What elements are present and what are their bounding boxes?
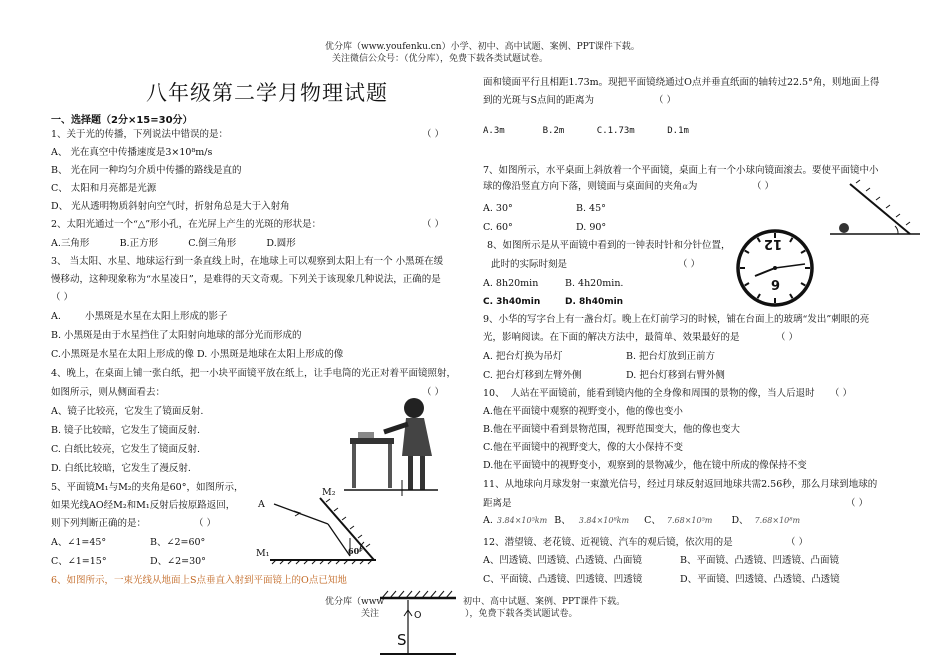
option: A、∠1=45° [51,537,107,548]
option: A. 30° [483,203,513,214]
clock-numeral-12: 12 [764,236,783,251]
option: D. 90° [576,222,607,233]
option: B、平面镜、凸透镜、凹透镜、凸面镜 [680,555,839,566]
mirror-s-o-figure [378,590,458,660]
question-9-cont: 光，影响阅读。在下面的解决方法中，最简单、效果最好的是 [483,332,740,343]
question-5-cont: 如果光线AO经M₂和M₁反射后按原路返回， [51,500,236,511]
answer-paren: （ ） [752,181,775,192]
option: C. 3h40min [483,297,541,307]
answer-paren: （ ） [830,388,853,399]
header-line-2: 关注微信公众号：（优分库），免费下载各类试题试卷。 [332,54,549,64]
option: D、平面镜、凹透镜、凸透镜、凸透镜 [680,574,840,585]
figure-label-angle: 60° [348,546,364,556]
answer-paren: （ ） [422,129,445,140]
option: A、 光在真空中传播速度是3×10⁸m/s [51,147,213,158]
footer-line-2-left: 关注 [361,609,380,619]
answer-paren: （ ） [51,292,74,303]
option: B. 小黑斑是由于水星挡住了太阳射向地球的部分光而形成的 [51,330,302,341]
option: B. 把台灯放到正前方 [626,351,716,362]
figure-label-m1: M₁ [256,548,270,559]
question-5: 5、平面镜M₁与M₂的夹角是60°，如图所示， [51,482,244,493]
option: C.他在平面镜中的视野变大，像的大小保持不变 [483,442,683,453]
question-6-cont: 到的光斑与S点间的距离为 [483,95,595,106]
figure-label-m2: M₂ [322,487,336,498]
answer-paren: （ ） [194,518,217,529]
answer-paren: （ ） [786,537,809,548]
option: C、 太阳和月亮都是光源 [51,183,157,194]
page-title: 八年级第二学月物理试题 [146,81,388,105]
clock-numeral-6: 6 [771,276,781,291]
figure-label-o: O [414,610,422,621]
option: D. 把台灯移到右臂外侧 [626,370,725,381]
question-6-cont: 面和镜面平行且相距1.73m。现把平面镜绕通过O点并垂直纸面的轴转过22.5°角，则地面上得 [483,77,880,88]
option: C. 白纸比较亮，它发生了镜面反射. [51,444,200,455]
question-11-cont: 距离是 [483,498,512,509]
question-4: 4、晚上，在桌面上铺一张白纸，把一小块平面镜平放在纸上，让手电筒的光正对着平面镜照射， [51,368,457,379]
option: B、 光在同一种均匀介质中传播的路线是直的 [51,165,242,176]
option: D. 白纸比较暗，它发生了漫反射. [51,463,191,474]
answer-paren: （ ） [678,259,701,270]
question-11: 11、从地球向月球发射一束激光信号，经过月球反射返回地球共需2.56秒，那么月球到地球的 [483,479,878,490]
footer-line-1-left: 优分库（www [325,597,385,607]
option: A. 把台灯换为吊灯 [483,351,563,362]
question-7-cont: 球的像沿竖直方向下落，则镜面与桌面间的夹角α为 [483,181,698,192]
option: B. 4h20min. [565,278,624,289]
options-row: A.三角形 B.正方形 C.倒三角形 D.圆形 [51,238,296,249]
inclined-mirror-figure [830,180,926,238]
question-9: 9、小华的写字台上有一盏台灯。晚上在灯前学习的时候，铺在台面上的玻璃“发出”刺眼的亮 [483,314,870,325]
answer-paren: （ ） [776,332,799,343]
option: C、∠1=15° [51,556,107,567]
option: D.他在平面镜中的视野变小，观察到的景物减少，他在镜中所成的像保持不变 [483,460,807,471]
question-8-cont: 此时的实际时刻是 [491,259,568,270]
option: B. 45° [576,203,606,214]
option: A、镜子比较亮，它发生了镜面反射. [51,406,204,417]
answer-paren: （ ） [654,95,677,106]
question-7: 7、如图所示，水平桌面上斜放着一个平面镜，桌面上有一个小球向镜面滚去。要使平面镜中小 [483,165,879,176]
options-row: A. 3.84×10⁵km B、 3.84×10⁸km C、 7.68×10⁵m D、 7.68×10⁸m [483,515,801,526]
footer-line-1-right: 初中、高中试题、案例、PPT课件下载。 [463,597,626,607]
question-8: 8、如图所示是从平面镜中看到的一钟表时针和分针位置， [487,240,731,251]
figure-label-s: S [397,631,407,649]
option: C. 60° [483,222,513,233]
question-10: 10、 人站在平面镜前，能看到镜内他的全身像和周围的景物的像，当人后退时 [483,388,815,399]
question-12: 12、潜望镜、老花镜、近视镜、汽车的观后镜，依次用的是 [483,537,733,548]
option: B.他在平面镜中看到景物范围，视野范围变大，他的像也变大 [483,424,741,435]
question-3-cont: 慢移动，这种现象称为“水星凌日”，是难得的天文奇观。下列关于该现象几种说法，正确的是 [51,274,441,285]
answer-paren: （ ） [422,387,445,398]
section-heading: 一、选择题（2分×15=30分） [51,115,193,126]
question-6: 6、如图所示，一束光线从地面上S点垂直入射到平面镜上的O点已知地 [51,575,347,586]
question-3: 3、 当太阳、水星、地球运行到一条直线上时，在地球上可以观察到太阳上有一个 小黑斑在缓 [51,256,444,267]
answer-paren: （ ） [846,498,869,509]
option: C. 把台灯移到左臂外侧 [483,370,582,381]
figure-label-a: A [258,499,265,510]
flashlight-figure [344,392,438,496]
option: A. 小黑斑是水星在太阳上形成的影子 [51,311,228,322]
option: C.小黑斑是水星在太阳上形成的像 D. 小黑斑是地球在太阳上形成的像 [51,349,344,360]
option: B. 镜子比较暗，它发生了镜面反射. [51,425,201,436]
answer-paren: （ ） [422,219,445,230]
header-line-1: 优分库（www.youfenku.cn）小学、初中、高中试题、案例、PPT课件下载。 [325,42,640,52]
question-4-cont: 如图所示，则从侧面看去： [51,387,166,398]
footer-line-2-right: ），免费下载各类试题试卷。 [465,609,578,619]
question-5-cont: 则下列判断正确的是： [51,518,147,529]
option: D、 光从透明物质斜射向空气时，折射角总是大于入射角 [51,201,290,212]
option: A. 8h20min [483,278,539,289]
option: D、∠2=30° [150,556,206,567]
option: A、凹透镜、凹透镜、凸透镜、凸面镜 [483,555,642,566]
option: D. 8h40min [565,297,624,307]
option: B、∠2=60° [150,537,206,548]
question-1: 1、关于光的传播，下列说法中错误的是： [51,129,229,140]
option: C、平面镜、凸透镜、凹透镜、凹透镜 [483,574,643,585]
question-2: 2、太阳光通过一个“△”形小孔，在光屏上产生的光斑的形状是： [51,219,322,230]
option: A.他在平面镜中观察的视野变小，他的像也变小 [483,406,683,417]
options-row: A.3m B.2m C.1.73m D.1m [483,126,689,136]
